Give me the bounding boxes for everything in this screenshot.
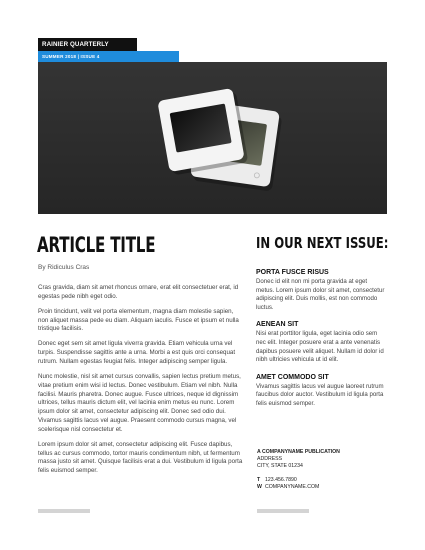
next-issue-item: [256, 268, 387, 312]
article-paragraph: Proin tincidunt, velit vel porta elementum, magna diam molestie sapien, non aliquet massa pede eu diam. Aliquam iaculis. Fusce et ipsum et nulla tristique facilisis.: [38, 307, 239, 333]
next-issue-item: [256, 320, 387, 364]
contact-block: [257, 449, 387, 491]
masthead-publication: RAINIER QUARTERLY: [38, 38, 137, 51]
next-issue-item-title: AMET COMMODO SIT: [256, 373, 329, 381]
phone-label: T: [257, 477, 261, 483]
next-issue-item-text: Donec id elit non mi porta gravida at eget metus. Lorem ipsum dolor sit amet, consectetur adipiscing elit. Duis mollis, est non commodo luctus.: [256, 278, 385, 311]
phone-number: 123.456.7890: [265, 477, 297, 483]
website-link[interactable]: COMPANYNAME.COM: [265, 484, 320, 490]
web-line[interactable]: [257, 484, 387, 491]
phone-line: [257, 477, 387, 484]
next-issue-heading: IN OUR NEXT ISSUE:: [256, 234, 389, 252]
photo-slides-icon: [38, 62, 387, 214]
next-issue-item-text: Vivamus sagittis lacus vel augue laoreet rutrum faucibus dolor auctor. Vestibulum id ligula porta felis euismod semper.: [256, 382, 384, 407]
article-title: ARTICLE TITLE: [37, 233, 156, 257]
next-issue-item-text: Nisi erat porttitor ligula, eget lacinia odio sem nec elit. Integer posuere erat a ante venenatis dapibus posuere velit aliquet. Nullam id dolor id nibh ultricies vehicula ut id elit.: [256, 330, 384, 364]
address-line: CITY, STATE 01234: [257, 463, 303, 469]
article-paragraph: Nunc molestie, nisl sit amet cursus convallis, sapien lectus pretium metus, vitae pretium enim wisi id lectus. Donec vestibulum. Etiam vel nibh. Nulla facilisi. Mauris pharetra. Donec augue. Fusce ultrices, neque id dignissim ultrices, tellus mauris dictum elit, vel lacinia enim metus eu nunc. Lorem ipsum dolor sit amet, consectetur adipiscing elit. Donec sed odio dui. Vivamus sagittis lacus vel augue. Praesent commodo cursus magna, vel scelerisque nisl consectetur et.: [38, 372, 241, 433]
article-paragraph: Cras gravida, diam sit amet rhoncus ornare, erat elit consectetuer erat, id egestas pede nibh eget odio.: [38, 284, 239, 300]
publisher-name: A COMPANYNAME PUBLICATION: [257, 449, 340, 455]
next-issue-list: [256, 268, 387, 417]
next-issue-item-title: PORTA FUSCE RISUS: [256, 269, 329, 276]
article-paragraph: Donec eget sem sit amet ligula viverra gravida. Etiam vehicula urna vel turpis. Suspendisse sagittis ante a urna. Morbi a est quis orci consequat rutrum. Nullam egestas feugiat felis. Integer adipiscing semper ligula.: [38, 340, 236, 365]
footer-bar-left: [38, 509, 90, 513]
next-issue-item-title: AENEAN SIT: [256, 321, 299, 329]
address-line: ADDRESS: [257, 456, 283, 462]
article-body: [38, 284, 243, 482]
footer-bar-right: [257, 509, 309, 513]
web-label: W: [257, 484, 262, 490]
byline: By Ridiculus Cras: [38, 264, 90, 271]
issue-banner: SUMMER 2018 | ISSUE 4: [38, 51, 179, 62]
article-paragraph: Lorem ipsum dolor sit amet, consectetur adipiscing elit. Fusce dapibus, tellus ac cursus commodo, tortor mauris condimentum nibh, ut fermentum massa justo sit amet. Quisque facilisis erat a dui. Vestibulum id ligula porta felis euismod semper.: [38, 440, 243, 475]
hero-image: [38, 62, 387, 214]
next-issue-item: [256, 373, 387, 409]
